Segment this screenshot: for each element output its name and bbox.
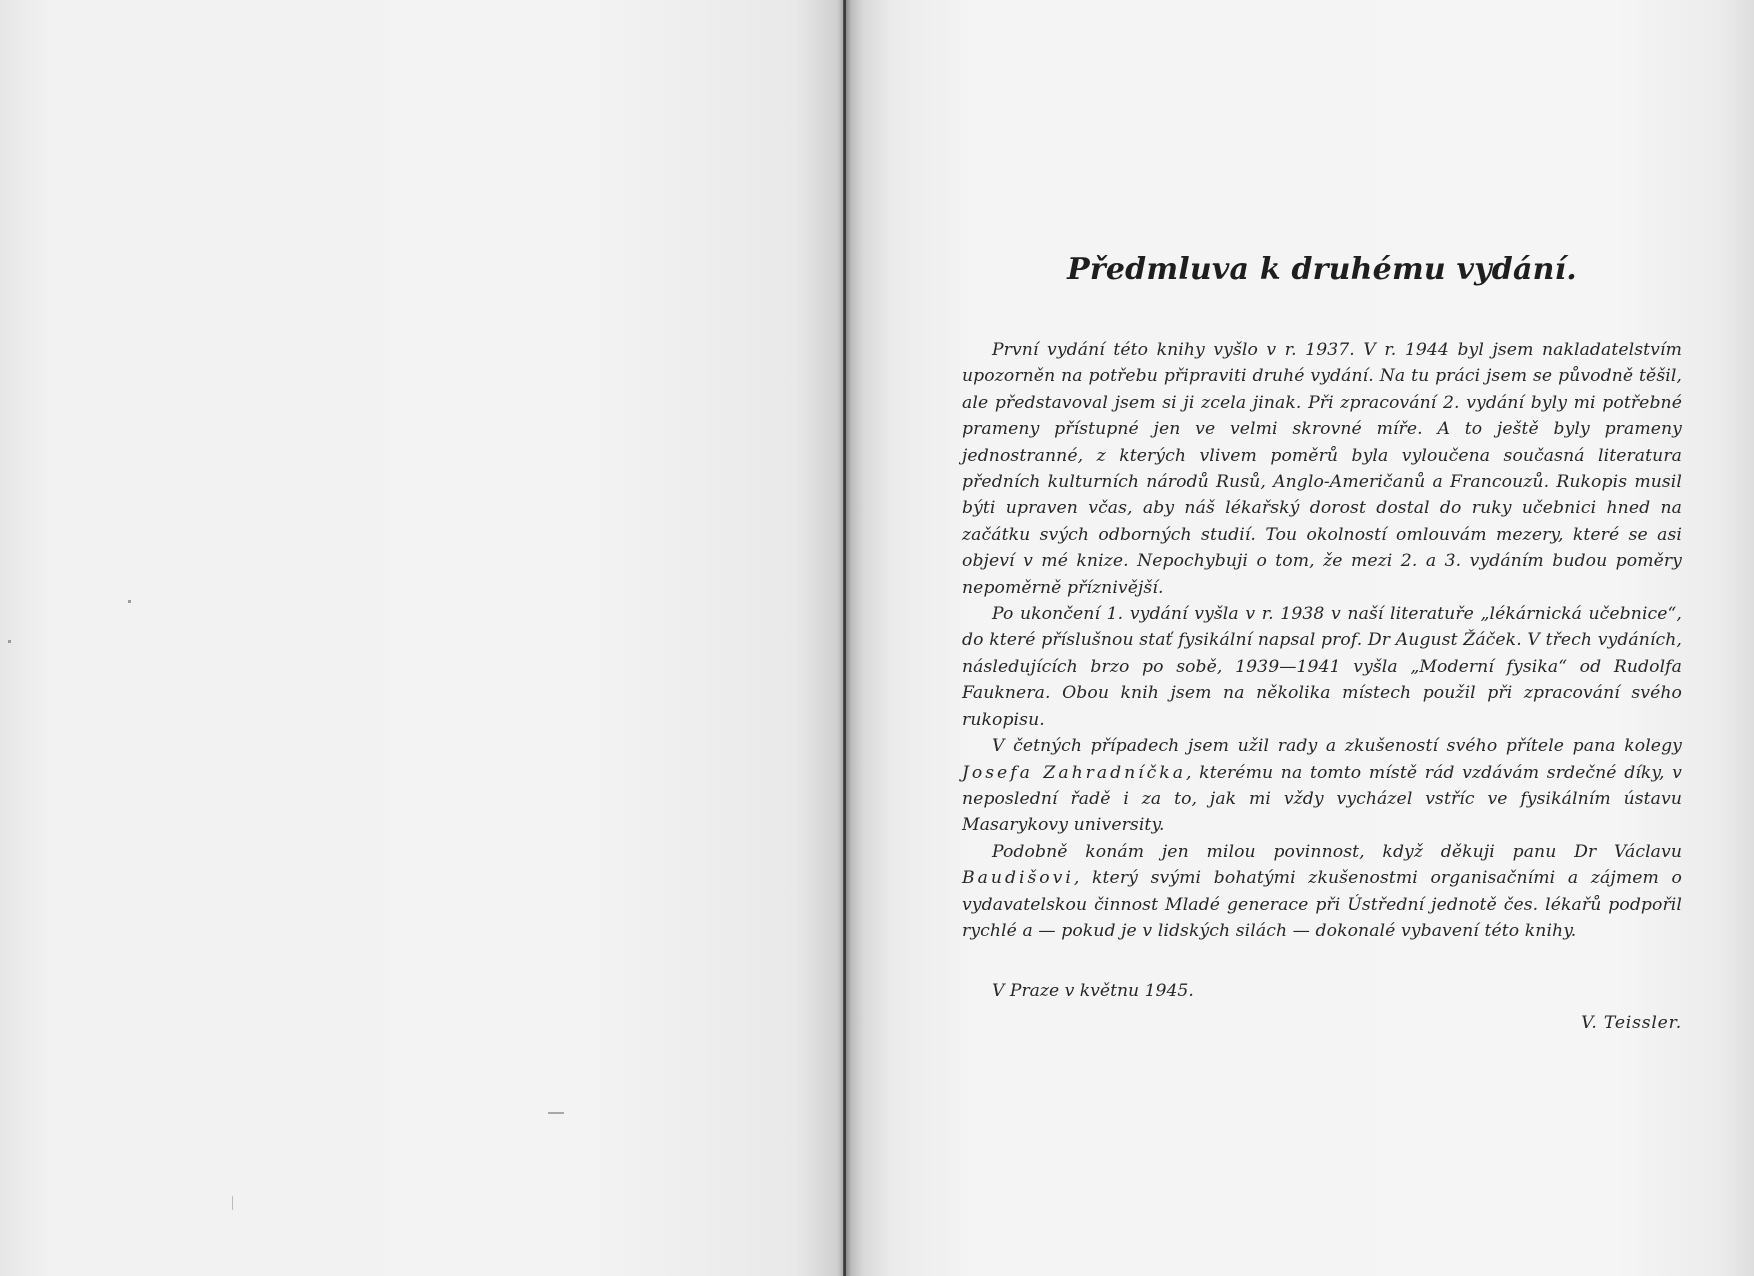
paper-speck: [548, 1112, 564, 1114]
paragraph-3-text-end: , kterému na tomto místě rád vzdávám srdečné díky, v neposlední řadě i za to, jak mi vždy vycházel vstříc ve fysikálním ústavu Masarykovy university.: [962, 762, 1682, 836]
person-name-baudis: Baudišovi: [962, 868, 1074, 889]
left-page-blank: [0, 0, 846, 1276]
preface-text: [962, 252, 1682, 1036]
person-name-zahradnicek: Josefa Zahradníčka: [962, 762, 1186, 783]
paragraph-4: [962, 839, 1682, 945]
paper-speck: [128, 600, 131, 603]
paragraph-1: První vydání této knihy vyšlo v r. 1937. V r. 1944 byl jsem nakladatelstvím upozorněn na potřebu připraviti druhé vydání. Na tu práci jsem se původně těšil, ale představoval jsem si ji zcela jinak. Při zpracování 2. vydání byly mi potřebné prameny přístupné jen ve velmi skrovné míře. A to ještě byly prameny jednostranné, z kterých vlivem poměrů byla vyloučena současná literatura předních kulturních národů Rusů, Anglo-Američanů a Francouzů. Rukopis musil býti upraven včas, aby náš lékařský dorost dostal do ruky učebnici hned na začátku svých odborných studií. Tou okolností omlouvám mezery, které se asi objeví v mé knize. Nepochybuji o tom, že mezi 2. a 3. vydáním budou poměry nepoměrně příznivější.: [962, 340, 1682, 598]
paper-speck: [232, 1196, 233, 1210]
paragraph-3-text-start: V četných případech jsem užil rady a zkušeností svého přítele pana kolegy: [992, 736, 1682, 757]
place-and-date: V Praze v květnu 1945.: [992, 981, 1194, 1002]
paragraph-4-text-end: , který svými bohatými zkušenostmi organisačními a zájmem o vydavatelskou činnost Mladé generace při Ústřední jednotě čes. lékařů podpořil rychlé a — pokud je v lidských silách — dokonalé vybavení této knihy.: [962, 868, 1682, 941]
paragraph-2: Po ukončení 1. vydání vyšla v r. 1938 v naší literatuře „lékárnická učebnice“, do které příslušnou stať fysikální napsal prof. Dr August Žáček. V třech vydáních, následujících brzo po sobě, 1939—1941 vyšla „Moderní fysika“ od Rudolfa Fauknera. Obou knih jsem na několika místech použil při zpracování svého rukopisu.: [962, 604, 1682, 730]
paragraph-3: [962, 733, 1682, 839]
paragraph-4-text-start: Podobně konám jen milou povinnost, když děkuji panu Dr Václavu: [992, 841, 1682, 862]
author-signature: V. Teissler.: [1581, 1013, 1682, 1034]
paper-speck: [8, 640, 11, 643]
page-title: Předmluva k druhému vydání.: [1067, 252, 1577, 287]
